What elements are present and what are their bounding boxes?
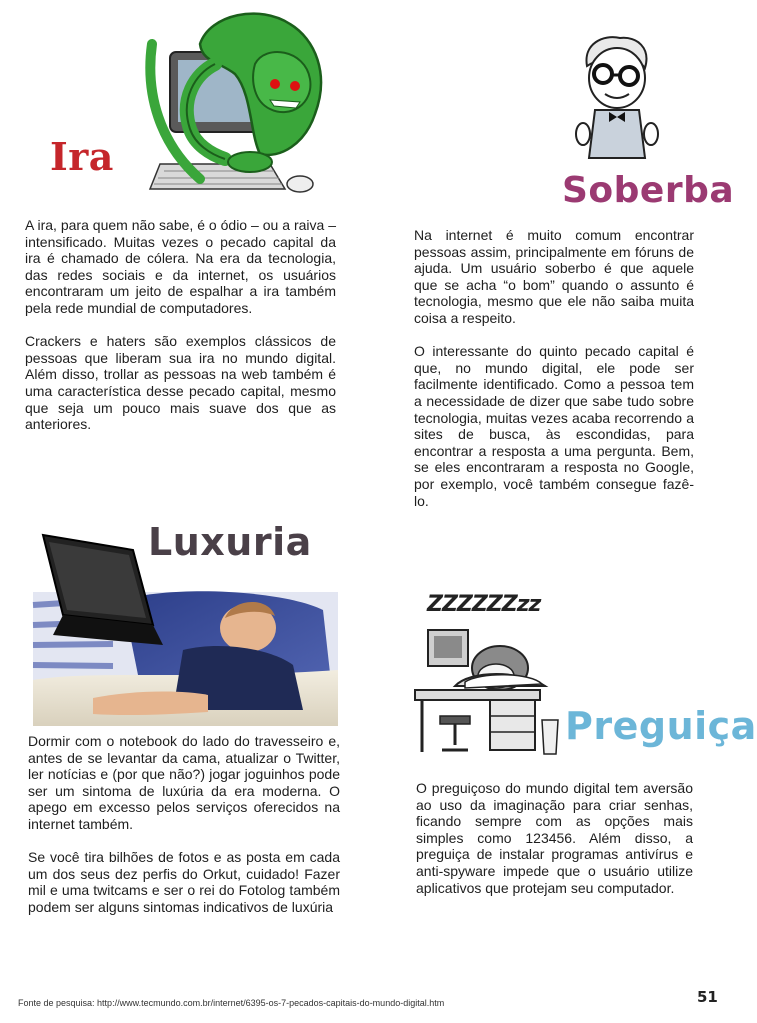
ira-paragraph-1: A ira, para quem não sabe, é o ódio – ou a raiva – intensificado. Muitas vezes o pecado capital da ira é chamado de cólera. Na era da tecnologia, das redes sociais e da internet, os usuários encontraram um jeito de espalhar a ira também pela rede mundial de computadores. <box>25 217 336 316</box>
section-title-ira: Ira <box>50 134 114 179</box>
zzz-sleep-text: ZZZZZZzz <box>427 592 541 617</box>
preguica-text <box>416 780 693 896</box>
soberba-paragraph-2: O interessante do quinto pecado capital é que, no mundo digital, ele pode ser facilmente identificado. Como a pessoa tem a necessidade de dizer que sabe tudo sobre tecnologia, muitas vezes acaba recorrendo a sites de busca, às escondidas, para encontrar a resposta a uma pergunta. Bem, se eles encontraram a resposta no Google, por exemplo, você também consegue fazê-lo. <box>414 343 694 509</box>
soberba-paragraph-1: Na internet é muito comum encontrar pessoas assim, principalmente em fóruns de ajuda. Um usuário soberbo é que aquele que se acha “o bom” quando o assunto é tecnologia, mesmo que ele não saiba muita coisa a respeito. <box>414 227 694 326</box>
luxuria-text <box>28 733 340 916</box>
ira-text <box>25 217 336 433</box>
section-title-soberba: Soberba <box>562 170 735 211</box>
ira-paragraph-2: Crackers e haters são exemplos clássicos de pessoas que liberam sua ira no mundo digital. Além disso, trollar as pessoas na web também é uma característica desse pecado capital, mesmo que seja um pouco mais suave dos que as anteriores. <box>25 333 336 433</box>
sleeping-woman-at-desk-illustration <box>410 620 560 760</box>
green-monster-computer-illustration <box>140 4 340 196</box>
luxuria-paragraph-1: Dormir com o notebook do lado do travesseiro e, antes de se levantar da cama, atualizar o Twitter, ler notícias e (por que não?) jogar joguinhos pode ser um sintoma de luxúria da era moderna. O apego em excesso pelos serviços oferecidos na internet também. <box>28 733 340 832</box>
source-footnote: Fonte de pesquisa: http://www.tecmundo.com.br/internet/6395-os-7-pecados-capitais-do-mundo-digital.htm <box>18 998 445 1008</box>
luxuria-paragraph-2: Se você tira bilhões de fotos e as posta em cada um dos seus dez perfis do Orkut, cuidado! Fazer mil e uma twitcams e ser o rei do Fotolog também podem ser alguns sintomas indicativos de luxúria <box>28 849 340 915</box>
soberba-text <box>414 227 694 509</box>
section-title-luxuria: Luxuria <box>148 520 312 564</box>
section-title-preguica: Preguiça <box>565 704 757 748</box>
nerd-glasses-cartoon-illustration <box>565 34 665 164</box>
preguica-paragraph-1: O preguiçoso do mundo digital tem aversão ao uso da imaginação para criar senhas, ficando sempre com as opções mais simples como 123456. Além disso, a preguiça de instalar programas antivírus e anti-spyware impede que o usuário utilize aplicativos que protejam seu computador. <box>416 780 693 896</box>
page-number: 51 <box>697 988 718 1006</box>
